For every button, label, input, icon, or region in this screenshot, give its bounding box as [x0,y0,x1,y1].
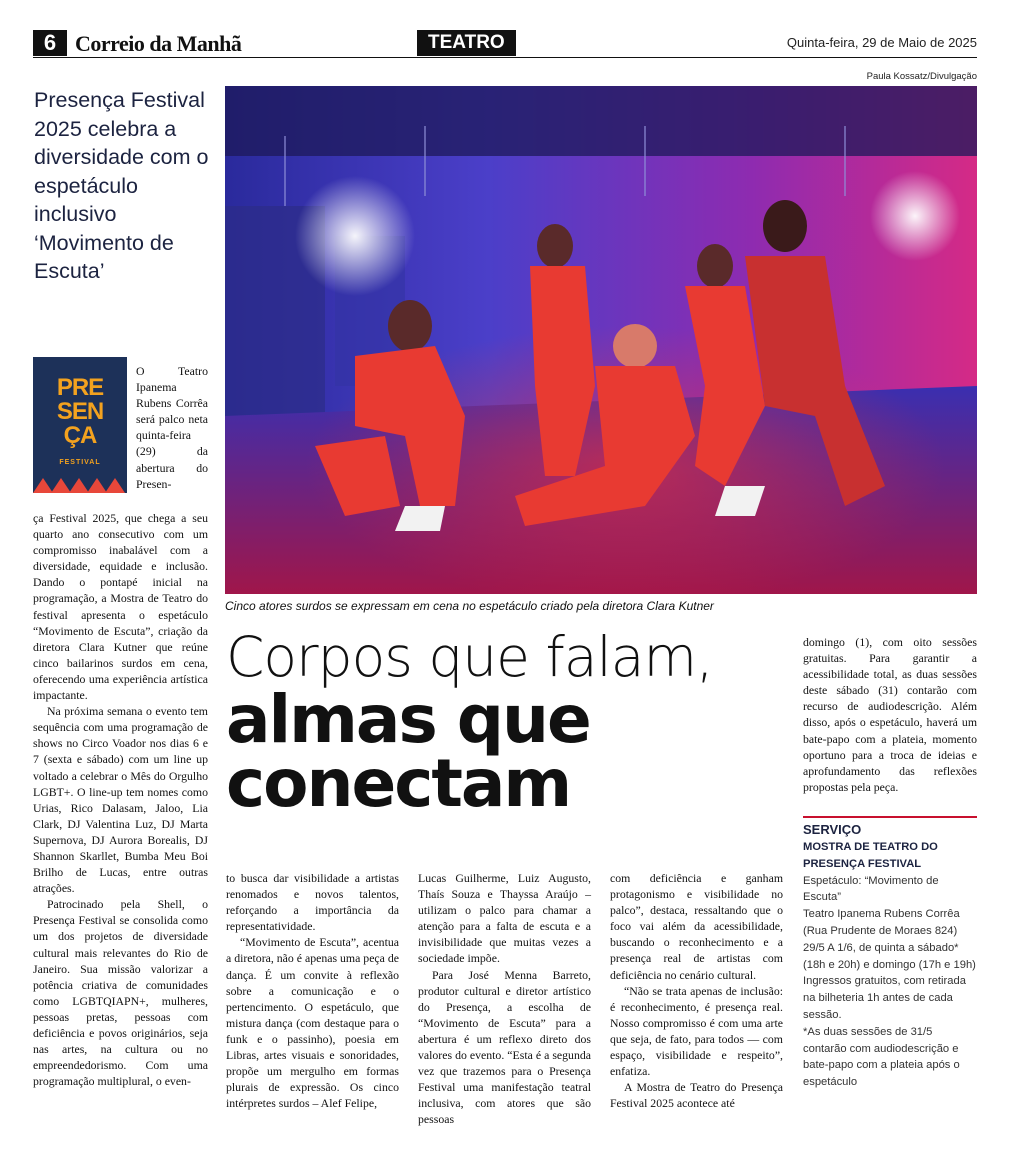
paragraph: to busca dar visibilidade a artistas renomados e novos talentos, reforçando a importância da representatividade. [226,871,399,934]
servico-subtitle: MOSTRA DE TEATRO DO PRESENÇA FESTIVAL [803,841,938,870]
presenca-festival-logo [33,357,127,493]
article-column-3 [418,870,591,1128]
masthead: Correio da Manhã [75,31,242,56]
section-tag: TEATRO [417,30,516,56]
article-intro: O Teatro Ipanema Rubens Corrêa será palco neta quinta-feira (29) da abertura do Presen- [136,364,208,491]
servico-tickets: Ingressos gratuitos, com retirada na bilheteria 1h antes de cada sessão. [803,975,966,1021]
paragraph: Na próxima semana o evento tem sequência com uma programação de shows no Circo Voador nos dias 6 e 7 (sexta e sábado) com um line up voltado a celebrar o Mês do Orgulho LGBT+. O line-up tem nomes como Urias, Rico Dalasam, Jaloo, Lia Clark, DJ Valentina Luz, DJ Marta Supernova, DJ Aurora Borealis, DJ Shannon Skarllet, Bumba Meu Boi Brilho de Lucas, entre outras atrações. [33,704,208,896]
stage-photo [225,86,977,594]
paragraph: “Movimento de Escuta”, acentua a diretora, não é apenas uma peça de dança. É um convite à reflexão sobre a comunicação e o pertencimento. O espetáculo, que mistura dança (com destaque para o funk e o passinho), poesia em Libras, artes visuais e sonoridades, propõe um mergulho em formas plurais de expressão. Os cinco intérpretes surdos – Alef Felipe, [226,935,399,1111]
article-column-4 [610,870,783,1111]
headline-line-1: Corpos que falam, [226,625,713,689]
photo-credit: Paula Kossatz/Divulgação [866,71,977,82]
paragraph: Patrocinado pela Shell, o Presença Festival se consolida como um dos projetos de diversidade cultural mais relevantes do Rio de Janeiro. Sua missão valorizar a potência criativa de comunidades como LGBTQIAPN+, mulheres, pessoas pretas, pessoas com deficiência e povos originários, seja nas artes, na cultura ou no empreendedorismo. Com uma programação multiplural, o even- [33,897,208,1089]
servico-note: *As duas sessões de 31/5 contarão com audiodescrição e bate-papo com a plateia após o espetáculo [803,1025,960,1089]
logo-fan-icon [33,472,127,493]
headline-line-2: almas que conectam [226,681,590,822]
paragraph: domingo (1), com oito sessões gratuitas. Para garantir a acessibilidade total, as duas sessões deste sábado (31) contarão com recurso de audiodescrição. Além disso, após o espetáculo, haverá um bate-papo com a plateia, momento oportuno para a troca de ideias e aprofundamento das reflexões propostas pela peça. [803,635,977,794]
page-number: 6 [33,30,67,56]
article-column-1 [33,510,208,1089]
paragraph: ça Festival 2025, que chega a seu quarto ano consecutivo com um compromisso inabalável com a diversidade, equidade e inclusão. Dando o pontapé inicial na programação, a Mostra de Teatro do festival apresenta o espetáculo “Movimento de Escuta”, criação da diretora Clara Kutner que reúne cinco bailarinos surdos em cena, oferecendo uma experiência artística impactante. [33,511,208,703]
article-column-5 [803,634,977,795]
paragraph: A Mostra de Teatro do Presença Festival 2025 acontece até [610,1080,783,1111]
kicker-headline: Presença Festival 2025 celebra a diversidade com o espetáculo inclusivo ‘Movimento de Escuta’ [34,88,209,283]
page-header [33,30,977,58]
photo-caption: Cinco atores surdos se expressam em cena no espetáculo criado pela diretora Clara Kutner [225,599,714,613]
dateline: Quinta-feira, 29 de Maio de 2025 [786,35,977,50]
logo-line-1: PRE [56,374,104,401]
logo-line-3: ÇA [63,422,97,449]
servico-box [803,816,977,1091]
logo-subtitle: FESTIVAL [59,459,101,466]
paragraph: com deficiência e ganham protagonismo e visibilidade no palco”, destaca, ressaltando que o foco vai além da acessibilidade, buscando o reconhecimento e a presença real de artistas com deficiência no cenário cultural. [610,871,783,982]
paragraph: Lucas Guilherme, Luiz Augusto, Thaís Souza e Thayssa Araújo – utilizam o palco para chamar a atenção para a falta de escuta e a invisibilidade que muitas vezes a sociedade impõe. [418,871,591,966]
servico-venue: Teatro Ipanema Rubens Corrêa (Rua Prudente de Moraes 824) [803,908,960,937]
article-column-2 [226,870,399,1111]
paragraph: Para José Menna Barreto, produtor cultural e diretor artístico do Presença, a escolha de “Movimento de Escuta” para a abertura é um reflexo direto dos valores do evento. “Esta é a segunda vez que trazemos para o Presença Festival uma manifestação teatral inclusiva, com atores que são pessoas [418,967,591,1127]
stage-photo-illustration [225,86,977,594]
logo-line-2: SEN [56,398,104,425]
servico-show: Espetáculo: “Movimento de Escuta” [803,874,939,904]
servico-title: SERVIÇO [803,822,862,837]
paragraph: “Não se trata apenas de inclusão: é reconhecimento, é presença real. Nosso compromisso é com uma arte que seja, de fato, para todos — com espaço, visibilidade e respeito”, enfatiza. [610,983,783,1079]
servico-dates: 29/5 A 1/6, de quinta a sábado* (18h e 20h) e domingo (17h e 19h) [803,941,976,971]
